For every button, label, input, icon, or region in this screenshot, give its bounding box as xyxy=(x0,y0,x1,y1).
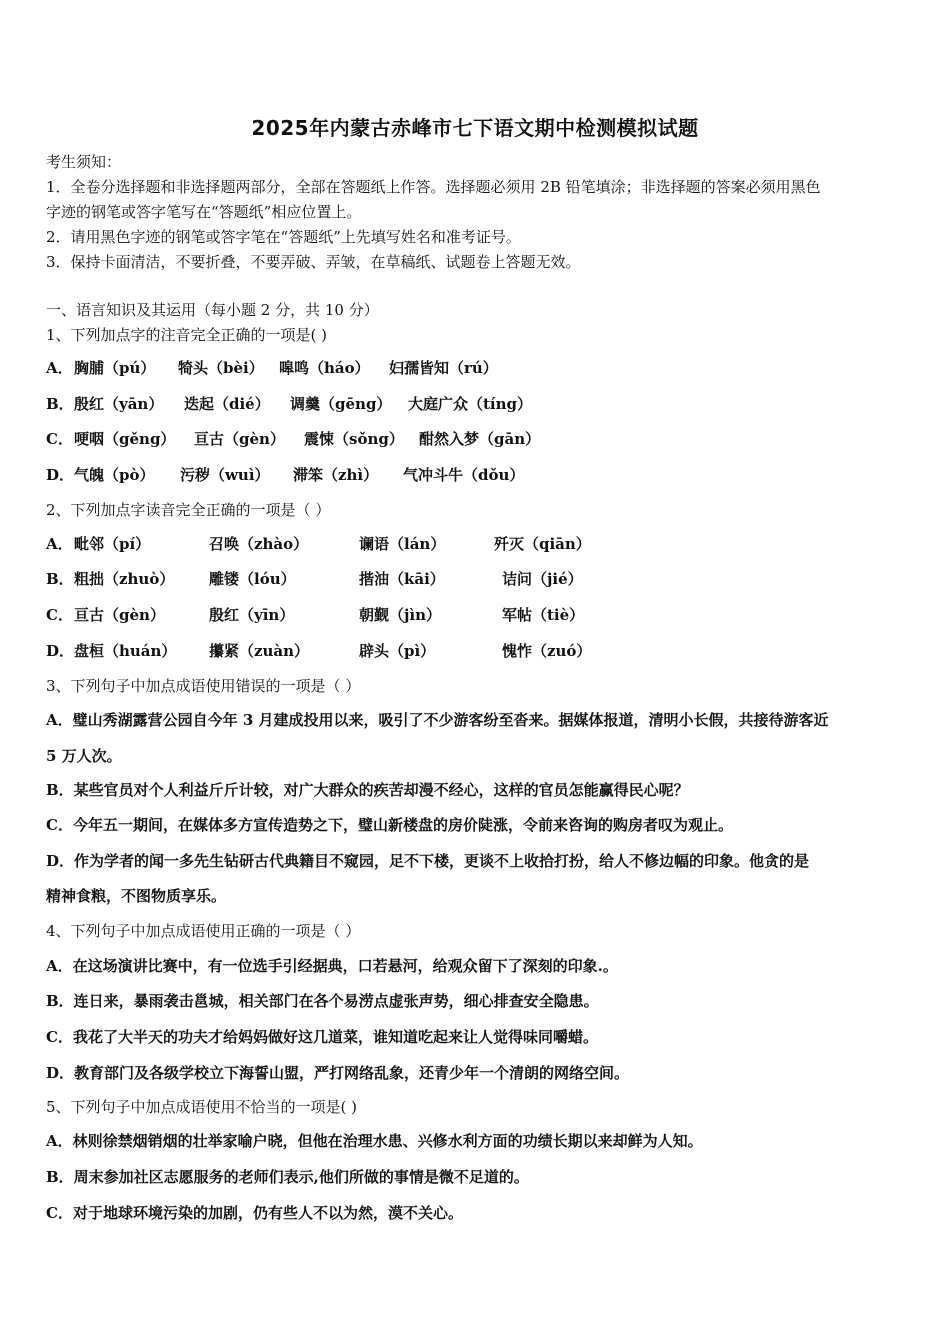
question-1-option-c xyxy=(46,429,540,449)
option-item: 辟头（pì） xyxy=(359,642,436,660)
notice-item-1-line-1: 1．全卷分选择题和非选择题两部分，全部在答题纸上作答。选择题必须用 2B 铅笔填涂；非选择题的答案必须用黑色 xyxy=(46,178,821,196)
option-item: 震悚（sǒng） xyxy=(304,430,404,448)
section-heading: 一、语言知识及其运用（每小题 2 分，共 10 分） xyxy=(46,301,379,319)
option-item: 揩油（kāi） xyxy=(359,570,445,588)
option-item: 盘桓（huán） xyxy=(74,642,177,660)
notice-item-1-line-2: 字迹的钢笔或答字笔写在“答题纸”相应位置上。 xyxy=(46,203,362,221)
option-item: 调羹（gēng） xyxy=(290,395,392,413)
option-item: 殷红（yīn） xyxy=(209,606,295,624)
question-3-option-d-line-1: D．作为学者的闻一多先生钻研古代典籍目不窥园，足不下楼，更谈不上收拾打扮，给人不修边幅的印象。他贪的是 xyxy=(46,852,810,870)
question-2-option-c xyxy=(46,605,584,625)
option-item: 殷红（yān） xyxy=(74,395,164,413)
option-item: 雕镂（lóu） xyxy=(209,570,296,588)
question-3-option-c: C．今年五一期间，在媒体多方宣传造势之下，璧山新楼盘的房价陡涨，令前来咨询的购房者叹为观止。 xyxy=(46,816,733,834)
option-item: 胸脯（pú） xyxy=(74,359,156,377)
question-1-option-b xyxy=(46,394,532,414)
option-label: B． xyxy=(46,570,74,588)
question-1-option-a xyxy=(46,358,498,378)
option-item: 气冲斗牛（dǒu） xyxy=(403,466,525,484)
option-item: 召唤（zhào） xyxy=(209,535,309,553)
question-1-stem: 1、下列加点字的注音完全正确的一项是( ) xyxy=(46,326,328,344)
notice-heading: 考生须知： xyxy=(46,153,122,171)
question-4-option-d: D．教育部门及各级学校立下海誓山盟，严打网络乱象，还青少年一个清朗的网络空间。 xyxy=(46,1064,630,1082)
page-title: 2025年内蒙古赤峰市七下语文期中检测模拟试题 xyxy=(251,116,699,140)
option-item: 谰语（lán） xyxy=(359,535,446,553)
question-5-option-b: B．周末参加社区志愿服务的老师们表示,他们所做的事情是微不足道的。 xyxy=(46,1168,529,1186)
option-label: C． xyxy=(46,606,73,624)
option-label: D． xyxy=(46,466,75,484)
question-5-option-a: A．林则徐禁烟销烟的壮举家喻户晓，但他在治理水患、兴修水利方面的功绩长期以来却鲜为人知。 xyxy=(46,1132,703,1150)
option-item: 诘问（jié） xyxy=(502,570,583,588)
option-label: D． xyxy=(46,642,75,660)
question-4-option-b: B．连日来，暴雨袭击邕城，相关部门在各个易涝点虚张声势，细心排查安全隐患。 xyxy=(46,992,599,1010)
option-item: 迭起（dié） xyxy=(184,395,270,413)
option-item: 气魄（pò） xyxy=(74,466,155,484)
question-1-option-d xyxy=(46,465,524,485)
option-item: 哽咽（gěng） xyxy=(74,430,176,448)
option-item: 军帖（tiè） xyxy=(502,606,585,624)
option-item: 愧怍（zuó） xyxy=(502,642,592,660)
option-item: 酣然入梦（gān） xyxy=(419,430,541,448)
option-item: 亘古（gèn） xyxy=(194,430,285,448)
option-label: A． xyxy=(46,535,73,553)
question-3-stem: 3、下列句子中加点成语使用错误的一项是（ ） xyxy=(46,677,361,695)
option-item: 歼灭（qiān） xyxy=(494,535,591,553)
question-2-option-a xyxy=(46,534,591,554)
option-label: C． xyxy=(46,430,73,448)
option-item: 妇孺皆知（rú） xyxy=(389,359,498,377)
option-label: B． xyxy=(46,395,74,413)
option-item: 犄头（bèi） xyxy=(178,359,264,377)
question-3-option-a-line-2: 5 万人次。 xyxy=(46,747,122,765)
option-item: 嗥鸣（háo） xyxy=(279,359,370,377)
question-2-stem: 2、下列加点字读音完全正确的一项是（ ） xyxy=(46,501,331,519)
question-4-option-a: A．在这场演讲比赛中，有一位选手引经据典，口若悬河，给观众留下了深刻的印象.。 xyxy=(46,957,618,975)
option-item: 大庭广众（tíng） xyxy=(408,395,533,413)
question-4-stem: 4、下列句子中加点成语使用正确的一项是（ ） xyxy=(46,922,361,940)
question-3-option-d-line-2: 精神食粮，不图物质享乐。 xyxy=(46,887,227,905)
question-4-option-c: C．我花了大半天的功夫才给妈妈做好这几道菜，谁知道吃起来让人觉得味同嚼蜡。 xyxy=(46,1028,598,1046)
question-3-option-b: B．某些官员对个人利益斤斤计较，对广大群众的疾苦却漫不经心，这样的官员怎能赢得民心呢？ xyxy=(46,781,689,799)
notice-item-3: 3．保持卡面清洁，不要折叠，不要弄破、弄皱，在草稿纸、试题卷上答题无效。 xyxy=(46,253,581,271)
option-item: 滞笨（zhì） xyxy=(293,466,379,484)
option-item: 毗邻（pí） xyxy=(74,535,151,553)
option-item: 亘古（gèn） xyxy=(74,606,165,624)
question-5-stem: 5、下列句子中加点成语使用不恰当的一项是( ) xyxy=(46,1098,358,1116)
option-item: 朝觐（jìn） xyxy=(359,606,442,624)
question-5-option-c: C．对于地球环境污染的加剧，仍有些人不以为然，漠不关心。 xyxy=(46,1204,463,1222)
question-3-option-a-line-1: A．璧山秀湖露营公园自今年 3 月建成投用以来，吸引了不少游客纷至沓来。据媒体报道，清明小长假，共接待游客近 xyxy=(46,711,829,729)
option-label: A． xyxy=(46,359,73,377)
option-item: 污秽（wuì） xyxy=(180,466,270,484)
option-item: 粗拙（zhuò） xyxy=(74,570,175,588)
option-item: 攥紧（zuàn） xyxy=(209,642,310,660)
question-2-option-d xyxy=(46,641,591,661)
question-2-option-b xyxy=(46,569,583,589)
notice-item-2: 2．请用黑色字迹的钢笔或答字笔在“答题纸”上先填写姓名和准考证号。 xyxy=(46,228,521,246)
